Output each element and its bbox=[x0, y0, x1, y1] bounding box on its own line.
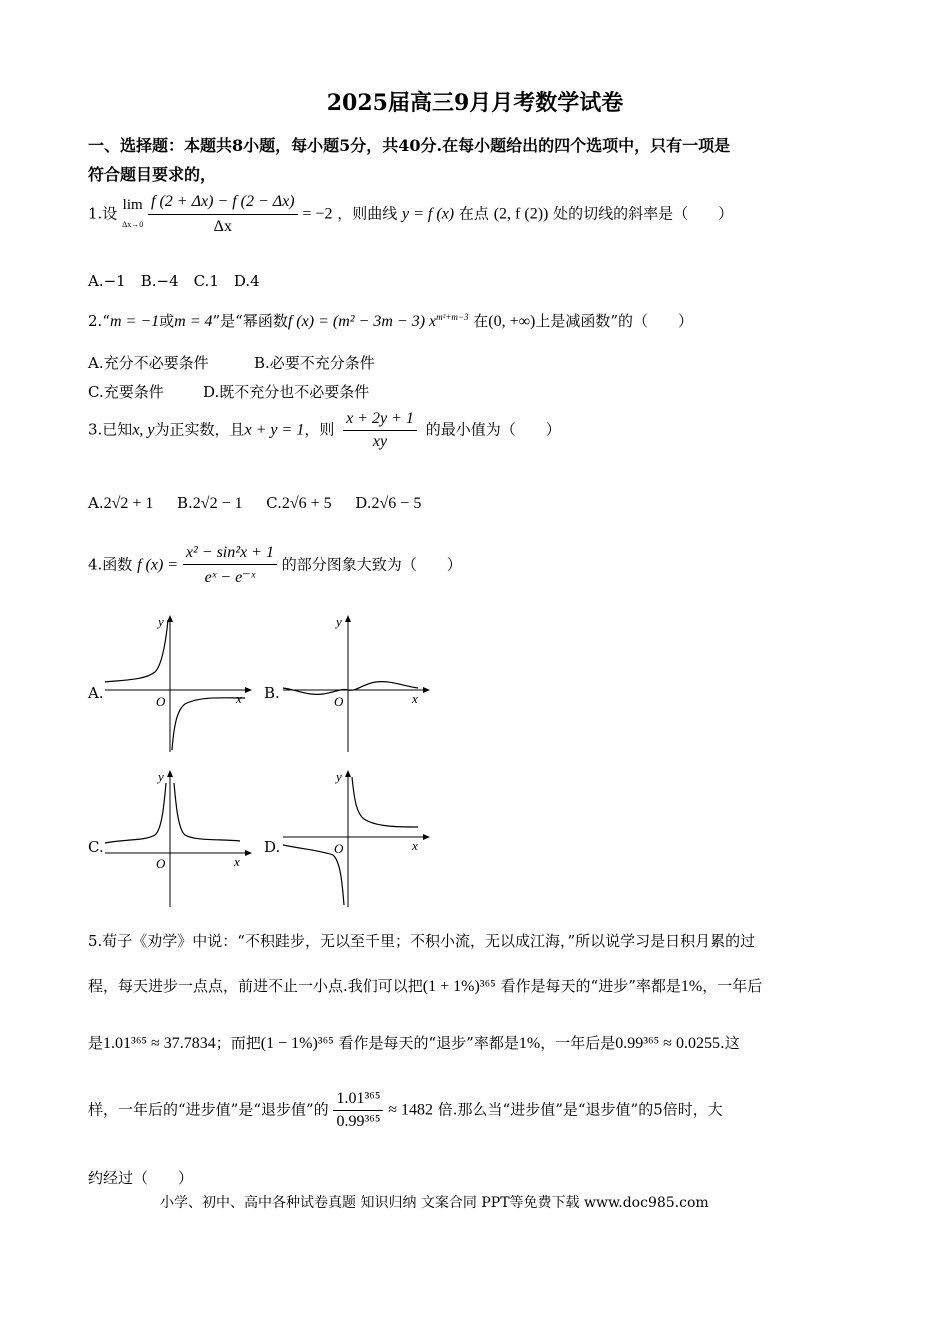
graph-b-y-label: y bbox=[336, 614, 342, 629]
graph-b-x-arrow bbox=[423, 687, 430, 693]
graph-a-y-label: y bbox=[158, 614, 164, 629]
graph-b-y-arrow bbox=[345, 615, 351, 622]
q4-numerator: x² − sin²x + 1 bbox=[183, 544, 277, 565]
q2-cond2: m = 4 bbox=[174, 313, 213, 330]
graph-a-curve-left bbox=[105, 620, 168, 682]
q2-cond1: m = −1 bbox=[109, 313, 160, 330]
q5-line3-a: 是 bbox=[88, 1034, 104, 1052]
q1-rhs: = −2 bbox=[302, 205, 333, 223]
graph-d-x-arrow bbox=[423, 834, 430, 840]
q3-eq: x + y = 1 bbox=[244, 421, 305, 439]
graph-c-y-arrow bbox=[167, 770, 173, 777]
q1-lim-sub: Δx→0 bbox=[122, 219, 144, 229]
q5-line3-d: ，一年后是 bbox=[540, 1034, 616, 1052]
q5-val-progress: 1.01³⁶⁵ ≈ 37.7834 bbox=[103, 1035, 216, 1052]
q2-in: 在 bbox=[473, 312, 489, 330]
q3-fraction bbox=[343, 410, 417, 451]
q2-exponent: m²+m−3 bbox=[436, 312, 469, 322]
q5-line1: 5.荀子《劝学》中说：“不积跬步，无以至千里；不积小流，无以成江海，”所以说学习是日积月累的过 bbox=[88, 932, 756, 950]
q5-line4 bbox=[88, 1090, 723, 1131]
q3-vars: x, y bbox=[132, 421, 155, 439]
q1-at-point: 在点 bbox=[458, 204, 489, 223]
q3-mid2: ，则 bbox=[304, 420, 335, 439]
q3-numerator: x + 2y + 1 bbox=[343, 410, 417, 431]
q5-ratio-num: 1.01³⁶⁵ bbox=[333, 1090, 383, 1111]
page-title: 2025届高三9月月考数学试卷 bbox=[326, 90, 624, 116]
q1-point: (2, f (2)) bbox=[493, 205, 549, 223]
graph-d bbox=[278, 765, 438, 910]
q5-val-regress: 0.99³⁶⁵ ≈ 0.0255 bbox=[615, 1035, 720, 1052]
section-header-line2: 符合题目要求的， bbox=[88, 165, 217, 184]
graph-b-curve bbox=[283, 682, 418, 695]
section-header-line1: 一、选择题：本题共8小题，每小题5分，共40分.在每小题给出的四个选项中，只有一项是 bbox=[88, 136, 731, 155]
graph-c-x-arrow bbox=[245, 850, 252, 856]
q5-line4-b: 倍.那么当“进步值”是“退步值”的5倍时，大 bbox=[437, 1100, 723, 1119]
graph-a-x-arrow bbox=[245, 687, 252, 693]
q3-option-a: 2√2 + 1 bbox=[103, 495, 154, 512]
graph-b-x-label: x bbox=[412, 691, 418, 706]
graph-a-x-label: x bbox=[236, 691, 242, 706]
q5-expr-regress: (1 − 1%)³⁶⁵ bbox=[260, 1035, 334, 1052]
q1-mid: ，则曲线 bbox=[337, 204, 398, 223]
graph-d-curve-right bbox=[352, 777, 418, 827]
q5-line4-a: 样，一年后的“进步值”是“退步值”的 bbox=[88, 1100, 329, 1119]
q4-tail: 的部分图象大致为（ ） bbox=[281, 555, 462, 574]
q1-prefix: 1.设 bbox=[88, 204, 118, 223]
q5-ratio-fraction bbox=[333, 1090, 383, 1131]
q2-prefix: 2.“ bbox=[88, 312, 110, 330]
q5-ratio-val: ≈ 1482 bbox=[388, 1101, 433, 1119]
graph-d-x-label: x bbox=[412, 838, 418, 853]
graph-c-x-label: x bbox=[234, 854, 240, 869]
q5-line2 bbox=[88, 975, 762, 996]
q4-prefix: 4.函数 bbox=[88, 555, 133, 574]
q3-option-d-label: D. bbox=[355, 494, 372, 512]
q3-option-c: 2√6 + 5 bbox=[281, 495, 332, 512]
q2-option-d: D.既不充分也不必要条件 bbox=[203, 383, 370, 401]
q2-option-a: A.充分不必要条件 bbox=[88, 354, 209, 372]
q4-option-b-label: B. bbox=[264, 684, 280, 702]
q1-denominator: Δx bbox=[213, 218, 232, 235]
q5-line3 bbox=[88, 1032, 740, 1053]
q4-option-c-label: C. bbox=[88, 838, 104, 856]
graph-b-origin: O bbox=[334, 694, 344, 709]
q3-option-c-label: C. bbox=[266, 494, 282, 512]
question-1 bbox=[88, 192, 733, 237]
page-footer: 小学、初中、高中各种试卷真题 知识归纳 文案合同 PPT等免费下载 www.doc985.com bbox=[160, 1195, 709, 1211]
graph-c-y-label: y bbox=[158, 769, 164, 784]
q2-option-b: B.必要不充分条件 bbox=[254, 354, 375, 372]
q3-option-b: 2√2 − 1 bbox=[192, 495, 243, 512]
q5-line2-a: 程，每天进步一点点，前进不止一小点.我们可以把 bbox=[88, 977, 423, 995]
q5-rate: 1% bbox=[680, 978, 703, 995]
q4-lhs: f (x) = bbox=[137, 556, 179, 574]
q3-prefix: 3.已知 bbox=[88, 420, 133, 439]
q2-option-c: C.充要条件 bbox=[88, 383, 164, 401]
q3-option-d: 2√6 − 5 bbox=[371, 495, 422, 512]
q2-tail: 上是减函数”的（ ） bbox=[535, 312, 694, 330]
q4-option-a-label: A. bbox=[88, 684, 104, 702]
q2-or: 或 bbox=[159, 312, 175, 330]
q2-interval: (0, +∞) bbox=[488, 313, 536, 330]
graph-c-origin: O bbox=[156, 856, 166, 871]
graph-a bbox=[100, 610, 260, 755]
question-2 bbox=[88, 310, 693, 331]
q1-fraction bbox=[148, 192, 298, 237]
q5-rate2: 1% bbox=[518, 1035, 541, 1052]
q3-denominator: xy bbox=[372, 433, 388, 450]
graph-b bbox=[278, 610, 438, 755]
q3-tail: 的最小值为（ ） bbox=[425, 420, 561, 439]
q4-option-d-label: D. bbox=[264, 838, 281, 856]
q5-line3-b: ；而把 bbox=[215, 1034, 261, 1052]
q5-line3-c: 看作是每天的“退步”率都是 bbox=[338, 1034, 519, 1052]
q3-option-b-label: B. bbox=[176, 494, 193, 512]
q2-func: f (x) = (m² − 3m − 3) x bbox=[287, 313, 437, 330]
q1-tail: 处的切线的斜率是（ ） bbox=[553, 204, 734, 223]
q1-options: A.−1 B.−4 C.1 D.4 bbox=[88, 272, 260, 290]
graph-d-origin: O bbox=[334, 841, 344, 856]
q5-ratio-den: 0.99³⁶⁵ bbox=[336, 1113, 381, 1130]
graph-c-curve-right bbox=[174, 783, 240, 841]
graph-a-curve-right bbox=[172, 698, 245, 750]
q1-limit bbox=[122, 195, 143, 235]
graph-a-origin: O bbox=[156, 694, 166, 709]
q5-line5: 约经过（ ） bbox=[88, 1169, 194, 1187]
q3-option-a-label: A. bbox=[88, 494, 104, 512]
question-3 bbox=[88, 410, 561, 451]
q5-line2-c: ，一年后 bbox=[702, 977, 763, 995]
graph-d-y-arrow bbox=[345, 770, 351, 777]
q1-numerator: f (2 + Δx) − f (2 − Δx) bbox=[148, 192, 298, 215]
question-4 bbox=[88, 544, 462, 587]
q4-fraction bbox=[183, 544, 277, 587]
q5-line3-e: .这 bbox=[719, 1034, 740, 1052]
q3-mid1: 为正实数，且 bbox=[154, 420, 245, 439]
graph-c bbox=[100, 765, 260, 910]
q2-mid: ”是“幂函数 bbox=[212, 312, 288, 330]
q1-lim-word: lim bbox=[122, 196, 143, 213]
graph-c-curve-left bbox=[105, 783, 166, 843]
q4-denominator: eˣ − e⁻ˣ bbox=[204, 569, 256, 586]
q5-expr-progress: (1 + 1%)³⁶⁵ bbox=[422, 978, 496, 995]
q5-line2-b: 看作是每天的“进步”率都是 bbox=[500, 977, 681, 995]
graph-d-y-label: y bbox=[336, 769, 342, 784]
q3-options bbox=[88, 494, 421, 513]
q1-curve: y = f (x) bbox=[402, 205, 455, 223]
